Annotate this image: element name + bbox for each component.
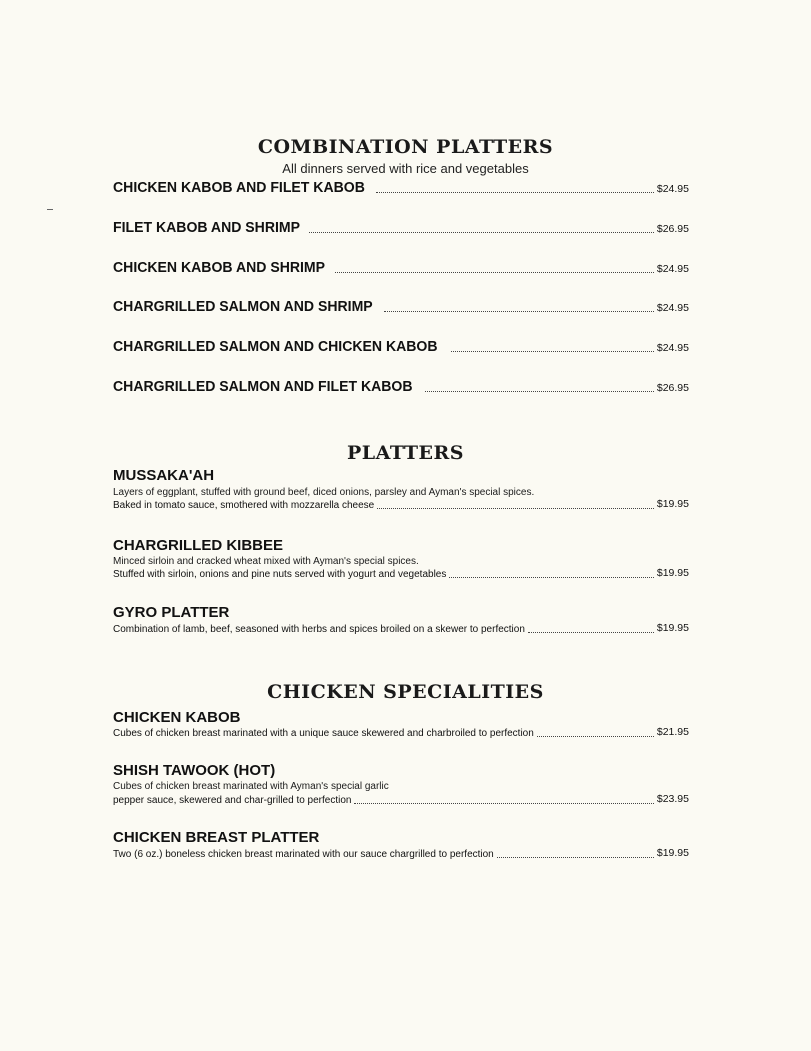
item-description: Baked in tomato sauce, smothered with mozzarella cheese	[113, 500, 375, 511]
menu-item	[113, 258, 689, 276]
dot-leader	[354, 803, 653, 804]
dot-leader	[451, 351, 654, 352]
item-price: $19.95	[656, 498, 689, 510]
item-name: CHICKEN KABOB AND FILET KABOB	[113, 180, 365, 196]
item-description: Cubes of chicken breast marinated with Ayman's special garlic	[113, 781, 389, 792]
platters-title: PLATTERS	[347, 442, 464, 464]
menu-item	[113, 566, 689, 580]
menu-item	[113, 178, 689, 196]
dot-leader	[309, 232, 654, 233]
chicken-specialities-title: CHICKEN SPECIALITIES	[267, 681, 544, 703]
item-name: CHARGRILLED KIBBEE	[113, 537, 284, 554]
item-name: CHARGRILLED SALMON AND SHRIMP	[113, 299, 373, 315]
item-price: $24.95	[656, 183, 689, 195]
item-description: Combination of lamb, beef, seasoned with herbs and spices broiled on a skewer to perfection	[113, 624, 525, 635]
item-description: Minced sirloin and cracked wheat mixed with Ayman's special spices.	[113, 556, 419, 567]
item-description: Stuffed with sirloin, onions and pine nuts served with yogurt and vegetables	[113, 569, 447, 580]
combination-platters-title: COMBINATION PLATTERS	[257, 136, 554, 158]
menu-item	[113, 792, 689, 806]
item-price: $26.95	[656, 223, 689, 235]
item-price: $24.95	[656, 342, 689, 354]
dot-leader	[377, 508, 654, 509]
item-name: MUSSAKA'AH	[113, 467, 215, 484]
item-name: CHICKEN KABOB	[113, 709, 241, 726]
item-name: CHARGRILLED SALMON AND FILET KABOB	[113, 379, 413, 395]
item-name: CHICKEN KABOB AND SHRIMP	[113, 260, 326, 276]
dot-leader	[376, 192, 654, 193]
item-name: GYRO PLATTER	[113, 604, 230, 621]
item-description: pepper sauce, skewered and char-grilled to perfection	[113, 795, 352, 806]
item-price: $19.95	[656, 847, 689, 859]
item-price: $26.95	[656, 382, 689, 394]
item-name: CHARGRILLED SALMON AND CHICKEN KABOB	[113, 339, 438, 355]
item-name: SHISH TAWOOK (HOT)	[113, 762, 276, 779]
scan-mark	[47, 209, 53, 210]
item-price: $24.95	[656, 263, 689, 275]
item-description: Two (6 oz.) boneless chicken breast marinated with our sauce chargrilled to perfection	[113, 849, 494, 860]
item-price: $19.95	[656, 567, 689, 579]
menu-item	[113, 621, 689, 635]
dot-leader	[497, 857, 654, 858]
dot-leader	[335, 272, 654, 273]
menu-item	[113, 337, 689, 355]
item-price: $21.95	[656, 726, 689, 738]
item-name: FILET KABOB AND SHRIMP	[113, 220, 301, 236]
item-price: $19.95	[656, 622, 689, 634]
menu-item	[113, 497, 689, 511]
item-price: $24.95	[656, 302, 689, 314]
menu-item	[113, 218, 689, 236]
menu-item	[113, 377, 689, 395]
item-description: Layers of eggplant, stuffed with ground beef, diced onions, parsley and Ayman's special spices.	[113, 487, 535, 498]
menu-item	[113, 297, 689, 315]
combination-subtitle: All dinners served with rice and vegetables	[282, 161, 529, 176]
dot-leader	[537, 736, 654, 737]
menu-item	[113, 725, 689, 739]
item-name: CHICKEN BREAST PLATTER	[113, 829, 320, 846]
dot-leader	[449, 577, 654, 578]
dot-leader	[425, 391, 654, 392]
dot-leader	[384, 311, 654, 312]
item-description: Cubes of chicken breast marinated with a unique sauce skewered and charbroiled to perfection	[113, 728, 534, 739]
item-price: $23.95	[656, 793, 689, 805]
menu-item	[113, 846, 689, 860]
dot-leader	[528, 632, 654, 633]
